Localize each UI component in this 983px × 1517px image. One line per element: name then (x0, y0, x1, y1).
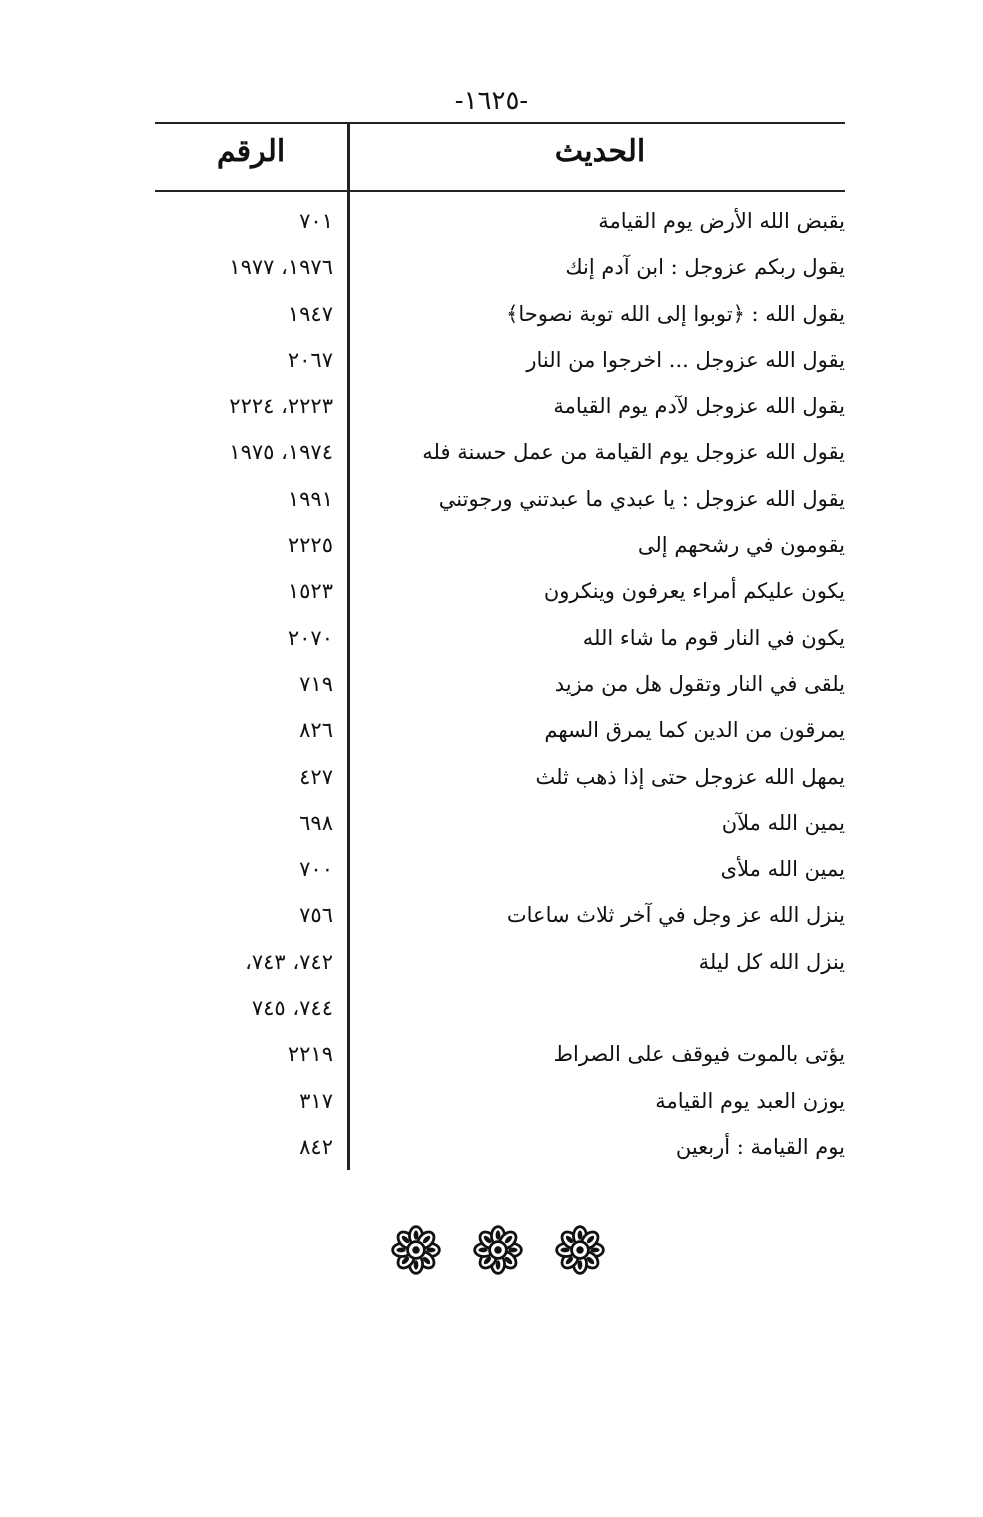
hadith-text: يقول الله عزوجل يوم القيامة من عمل حسنة فله (422, 440, 845, 465)
hadith-number: ٢٢٢٣، ٢٢٢٤ (229, 394, 333, 419)
table-rows (155, 198, 845, 1170)
hadith-text (367, 985, 845, 1031)
hadith-number: ٧٠٠ (299, 857, 333, 882)
column-header-hadith: الحديث (554, 134, 646, 169)
table-row (155, 846, 845, 892)
hadith-number: ٢٠٦٧ (287, 347, 333, 372)
hadith-text: يؤتى بالموت فيوقف على الصراط (553, 1042, 845, 1067)
hadith-number: ٨٤٢ (299, 1134, 333, 1159)
table-row (155, 337, 845, 383)
table-row (155, 568, 845, 614)
hadith-text: يقول ربكم عزوجل : ابن آدم إنك (565, 255, 845, 280)
table-row (155, 1124, 845, 1170)
flower-ornament-icon (552, 1222, 608, 1278)
table-row (155, 754, 845, 800)
table-row (155, 522, 845, 568)
hadith-number: ١٩٤٧ (287, 301, 333, 326)
hadith-number: ١٩٧٤، ١٩٧٥ (229, 440, 333, 465)
hadith-number: ٢٢٢٥ (287, 533, 333, 558)
hadith-text: يوم القيامة : أربعين (675, 1134, 845, 1159)
hadith-text: يمهل الله عزوجل حتى إذا ذهب ثلث (535, 764, 845, 789)
table-row (155, 244, 845, 290)
hadith-number: ٢٠٧٠ (287, 625, 333, 650)
page-number: -١٦٢٥- (454, 86, 529, 116)
hadith-number: ٤٢٧ (299, 764, 333, 789)
hadith-number: ٧٤٤، ٧٤٥ (251, 996, 333, 1021)
table-row (155, 198, 845, 244)
hadith-text: يقول الله عزوجل ... اخرجوا من النار (526, 347, 845, 372)
table-row (155, 985, 845, 1031)
hadith-number: ١٥٢٣ (287, 579, 333, 604)
hadith-index-table (155, 122, 845, 1170)
hadith-number: ٨٢٦ (299, 718, 333, 743)
table-row (155, 661, 845, 707)
table-row (155, 707, 845, 753)
ornament-row (388, 1222, 608, 1278)
table-row (155, 383, 845, 429)
table-row (155, 800, 845, 846)
table-top-rule (155, 122, 845, 124)
flower-ornament-icon (470, 1222, 526, 1278)
hadith-number: ٧٠١ (299, 209, 333, 233)
hadith-number: ٧١٩ (299, 671, 333, 696)
hadith-text: ينزل الله كل ليلة (698, 949, 845, 974)
hadith-text: يقول الله عزوجل : يا عبدي ما عبدتني ورجوتني (438, 486, 845, 511)
table-row (155, 1078, 845, 1124)
hadith-text: يقول الله عزوجل لآدم يوم القيامة (553, 394, 845, 419)
hadith-number: ٧٤٢، ٧٤٣، (245, 949, 333, 974)
table-header-rule (155, 190, 845, 192)
table-row (155, 939, 845, 985)
hadith-number: ١٩٩١ (287, 486, 333, 511)
table-row (155, 476, 845, 522)
hadith-text: يمرقون من الدين كما يمرق السهم (544, 718, 845, 743)
hadith-text: يقبض الله الأرض يوم القيامة (598, 209, 845, 233)
hadith-text: يلقى في النار وتقول هل من مزيد (554, 671, 845, 696)
hadith-text: يكون عليكم أمراء يعرفون وينكرون (543, 579, 845, 604)
hadith-text: يمين الله ملأى (720, 857, 845, 882)
table-row (155, 892, 845, 938)
hadith-text: يوزن العبد يوم القيامة (655, 1088, 845, 1113)
table-row (155, 1031, 845, 1077)
hadith-number: ٣١٧ (299, 1088, 333, 1113)
hadith-number: ٢٢١٩ (287, 1042, 333, 1067)
hadith-text: يكون في النار قوم ما شاء الله (582, 625, 845, 650)
hadith-text: ينزل الله عز وجل في آخر ثلاث ساعات (506, 903, 845, 928)
hadith-number: ١٩٧٦، ١٩٧٧ (229, 255, 333, 280)
hadith-number: ٦٩٨ (299, 810, 333, 835)
table-row (155, 291, 845, 337)
column-header-number: الرقم (216, 134, 286, 169)
table-row (155, 429, 845, 475)
hadith-number: ٧٥٦ (299, 903, 333, 928)
hadith-text: يقومون في رشحهم إلى (637, 533, 845, 558)
flower-ornament-icon (388, 1222, 444, 1278)
hadith-text: يمين الله ملآن (721, 810, 845, 835)
table-row (155, 615, 845, 661)
hadith-text: يقول الله : ﴿توبوا إلى الله توبة نصوحا﴾ (506, 301, 845, 326)
